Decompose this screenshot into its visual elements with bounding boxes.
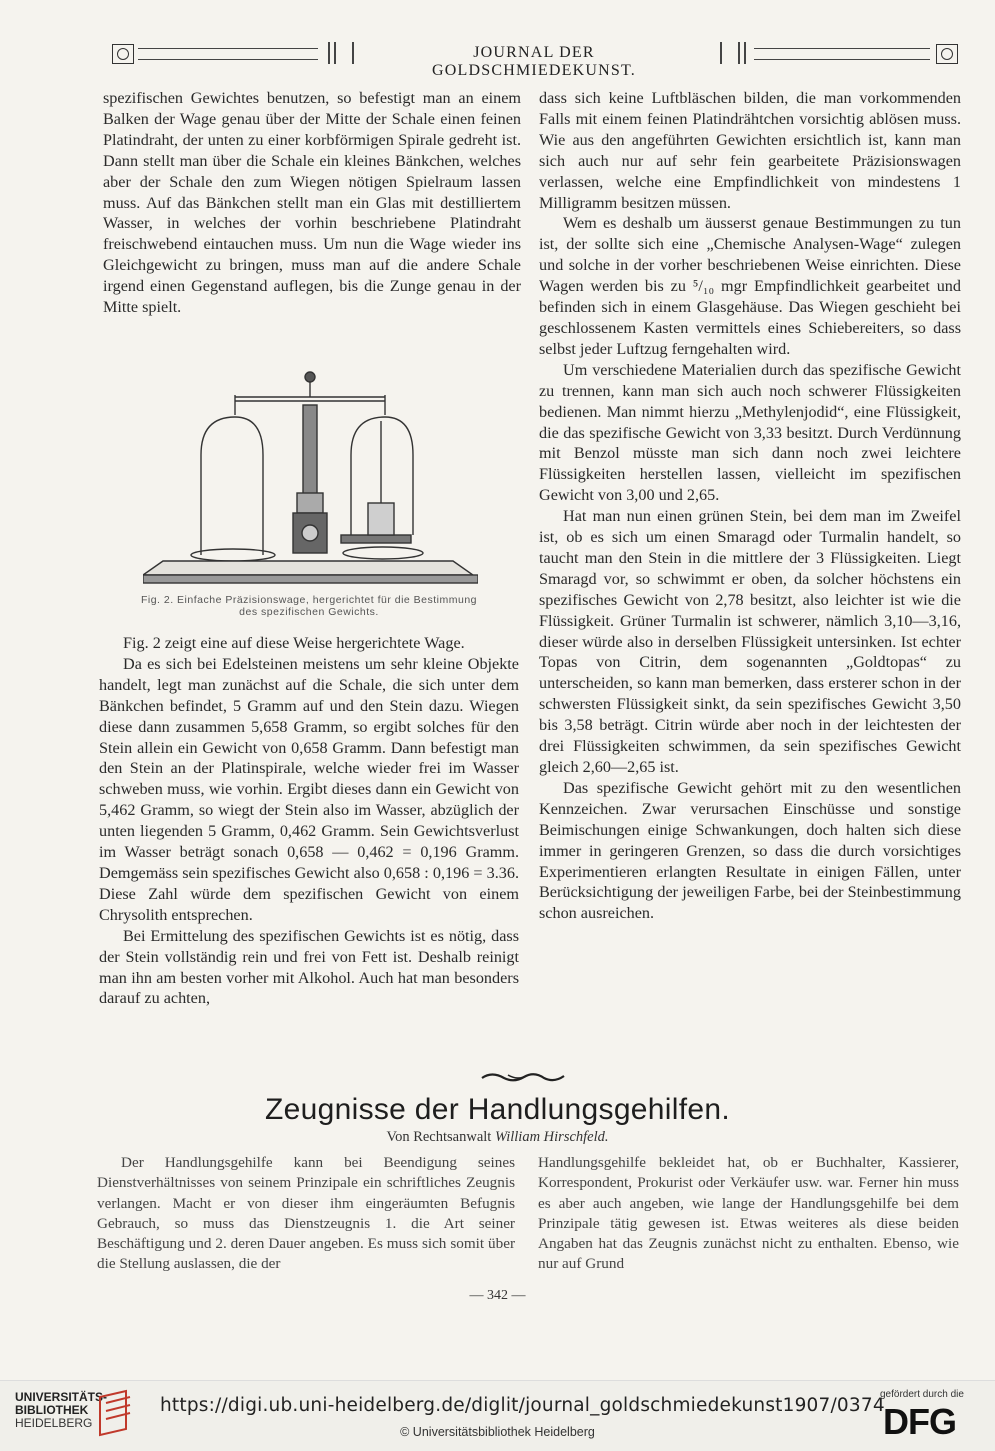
paragraph: dass sich keine Luftbläschen bilden, die man vorkommenden Falls mit einem feinen Platindrähtchen vorsichtig ablösen muss. Wie aus den angeführten Gewichten ersichtlich ist, kann man sich auch nur auf sehr fein gearbeitete Präzisionswagen verlassen, welche eine Empfindlichkeit von mindestens 1 Milligramm besitzen müssen. xyxy=(539,89,961,212)
article-title: Zeugnisse der Handlungsgehilfen. xyxy=(265,1093,730,1126)
paragraph: Handlungsgehilfe bekleidet hat, ob er Buchhalter, Kassierer, Korrespondent, Prokurist oder Verkäufer usw. war. Ferner hin muss es aber auch angeben, wie lange der Handlungsgehilfe bei dem Prinzipale tätig gewesen ist. Etwas weiteres als diese beiden Angaben hat das Zeugnis zunächst nicht zu enthalten. Ebenso, wie nur auf Grund xyxy=(538,1154,959,1273)
header-divider xyxy=(720,42,722,64)
paragraph: Der Handlungsgehilfe kann bei Beendigung seines Dienstverhältnisses von seinem Prinzipale ein schriftliches Zeugnis verlangen. Macht er von dieser ihm eingeräumten Befugnis Gebrauch, so muss das Dienstzeugnis 1. die Art seiner Beschäftigung und 2. deren Dauer angeben. Es muss sich somit über die Stellung auslassen, die der xyxy=(97,1154,515,1273)
page-number: — 342 — xyxy=(469,1288,526,1303)
dfg-logo: DFG xyxy=(883,1401,956,1442)
header-divider xyxy=(738,42,740,64)
left-pan-hanger xyxy=(201,417,263,555)
water-glass xyxy=(368,503,394,535)
header-rule-left xyxy=(138,48,318,60)
paragraph: spezifischen Gewichtes benutzen, so befestigt man an einem Balken der Wage genau über der Mitte der Schale einen feinen Platindraht, der unten zu einer korbförmigen Spirale gedreht ist. Dann stellt man über die Schale ein kleines Bänkchen, welches aber der Schale den zum Wiegen nötigen Spielraum lassen muss. Auf das Bänkchen stellt man ein Glas mit destilliertem Wasser, in welches der vorhin beschriebene Platindraht freischwebend eintauchen muss. Um nun die Wage wieder ins Gleichgewicht zu bringen, muss man auf die andere Schale irgend einen Gegenstand auflegen, bis die Zunge genau in der Mitte spielt. xyxy=(103,89,521,317)
header-divider xyxy=(334,42,336,64)
library-city: HEIDELBERG xyxy=(15,1416,93,1430)
paragraph: Wem es deshalb um äusserst genaue Bestimmungen zu tun ist, der sollte sich eine „Chemische Analysen-Wage“ zulegen und solche in der vorher beschriebenen Weise einrichten. Diese Wagen werden bis zu ⁵/₁₀ mgr Empfindlichkeit gearbeitet und befinden sich in einem Glasgehäuse. Das Wiegen geschieht bei geschlossenem Kasten vermittels eines Schiebereiters, so dass selbst jeder Luftzug ferngehalten wird. xyxy=(539,214,961,358)
ornament-icon xyxy=(936,44,958,64)
funder-text: gefördert durch die xyxy=(880,1389,964,1400)
header-divider xyxy=(744,42,746,64)
left-column-bottom xyxy=(99,633,519,1009)
paragraph: Das spezifische Gewicht gehört mit zu den wesentlichen Kennzeichen. Zwar verursachen Einschüsse und sonstige Beimischungen einige Schwankungen, doch halten sich diese immer in geringeren Grenzen, so dass die durch vorsichtiges Experimentieren erlangten Resultate in einigen Fällen, unter Berücksichtigung der jeweiligen Farbe, bei der Steinbestimmung schon ausreichen. xyxy=(539,778,961,923)
ornament-icon xyxy=(112,44,134,64)
journal-title: JOURNAL DER GOLDSCHMIEDEKUNST. xyxy=(432,44,636,79)
author-name: William Hirschfeld. xyxy=(494,1129,609,1145)
balance-scale-figure xyxy=(143,365,478,585)
caption-line: Fig. 2. Einfache Präzisionswage, hergerichtet für die Bestimmung xyxy=(140,594,478,606)
permalink-url[interactable]: https://digi.ub.uni-heidelberg.de/diglit/journal_goldschmiedekunst1907/0374 xyxy=(160,1395,885,1416)
scale-column xyxy=(303,405,317,495)
paragraph: Da es sich bei Edelsteinen meistens um sehr kleine Objekte handelt, legt man zunächst auf die Schale, die sich unter dem Bänkchen befindet, 5 Gramm auf und den Stein dazu. Wiegen diese dann zusammen 5,658 Gramm, so ergibt solches für den Stein allein ein Gewicht von 0,658 Gramm. Dann befestigt man den Stein an der Platinspirale, welche wieder frei im Wasser schweben muss, wie vorhin. Ergibt dieses dann ein Gewicht von 5,462 Gramm, so wiegt der Stein also im Wasser, abzüglich der unten liegenden 5 Gramm, 0,462 Gramm. Sein Gewichtsverlust im Wasser beträgt sonach 0,658 — 0,462 = 0,196 Gramm. Demgemäss sein spezifisches Gewicht also 0,658 : 0,196 = 3.36. Diese Zahl würde dem spezifischen Gewicht von einem Chrysolith entsprechen. xyxy=(99,654,519,924)
left-column-top xyxy=(103,88,521,318)
byline xyxy=(0,1129,995,1146)
copyright-notice: © Universitätsbibliothek Heidelberg xyxy=(400,1425,595,1439)
section-ornament-icon xyxy=(478,1069,568,1085)
library-name: BIBLIOTHEK xyxy=(15,1403,89,1417)
paragraph: Hat man nun einen grünen Stein, bei dem man im Zweifel ist, ob es sich um einen Smaragd oder Turmalin handelt, so taucht man den Stein in die mittlere der 3 Flüssigkeiten. Liegt Smaragd vor, so schwimmt er oben, da solcher höchstens ein spezifisches Gewicht von 2,78 besitzt, also leichter ist wie die Flüssigkeit. Grüner Turmalin ist schwerer, nämlich 3,10—3,16, dieser würde also in derselben Flüssigkeit untersinken. Ist echter Topas von Citrin, dem sogenannten „Goldtopas“ zu unterscheiden, so kann man bemerken, dass ersterer schon in der schwersten Flüssigkeit sinkt, da sein spezifisches Gewicht 3,50 bis 3,58 beträgt. Citrin würde aber noch in der leichtesten der drei Flüssigkeiten schwimmen, da sein spezifisches Gewicht gleich 2,60—2,65 ist. xyxy=(539,507,961,776)
byline-prefix: Von Rechtsanwalt xyxy=(386,1129,492,1145)
paragraph: Fig. 2 zeigt eine auf diese Weise hergerichtete Wage. xyxy=(123,634,465,652)
article2-right-column xyxy=(538,1153,959,1275)
library-name: UNIVERSITÄTS- xyxy=(15,1390,108,1404)
paragraph: Um verschiedene Materialien durch das spezifische Gewicht zu trennen, kann man sich auch noch schwerer Flüssigkeiten bedienen. Man nimmt hierzu „Methylenjodid“, eine Flüssigkeit, die das spezifische Gewicht von 3,33 besitzt. Durch Verdünnung mit Benzol müsste man sich dann noch zwei leichtere Flüssigkeiten herstellen lassen, vielleicht im spezifischen Gewicht von 3,00 und 2,65. xyxy=(539,360,961,505)
running-header xyxy=(112,42,960,79)
digitization-footer xyxy=(0,1380,995,1451)
header-rule-right xyxy=(754,48,930,60)
caption-line: des spezifischen Gewichts. xyxy=(239,606,379,618)
bench xyxy=(341,535,411,543)
header-divider xyxy=(352,42,354,64)
header-divider xyxy=(328,42,330,64)
figure-caption xyxy=(130,594,488,618)
article2-left-column xyxy=(97,1153,515,1275)
right-column xyxy=(539,88,961,924)
paragraph: Bei Ermittelung des spezifischen Gewichts ist es nötig, dass der Stein vollständig rein und frei von Fett ist. Deshalb reinigt man ihn am besten vorher mit Alkohol. Auch hat man besonders darauf zu achten, xyxy=(99,926,519,1008)
